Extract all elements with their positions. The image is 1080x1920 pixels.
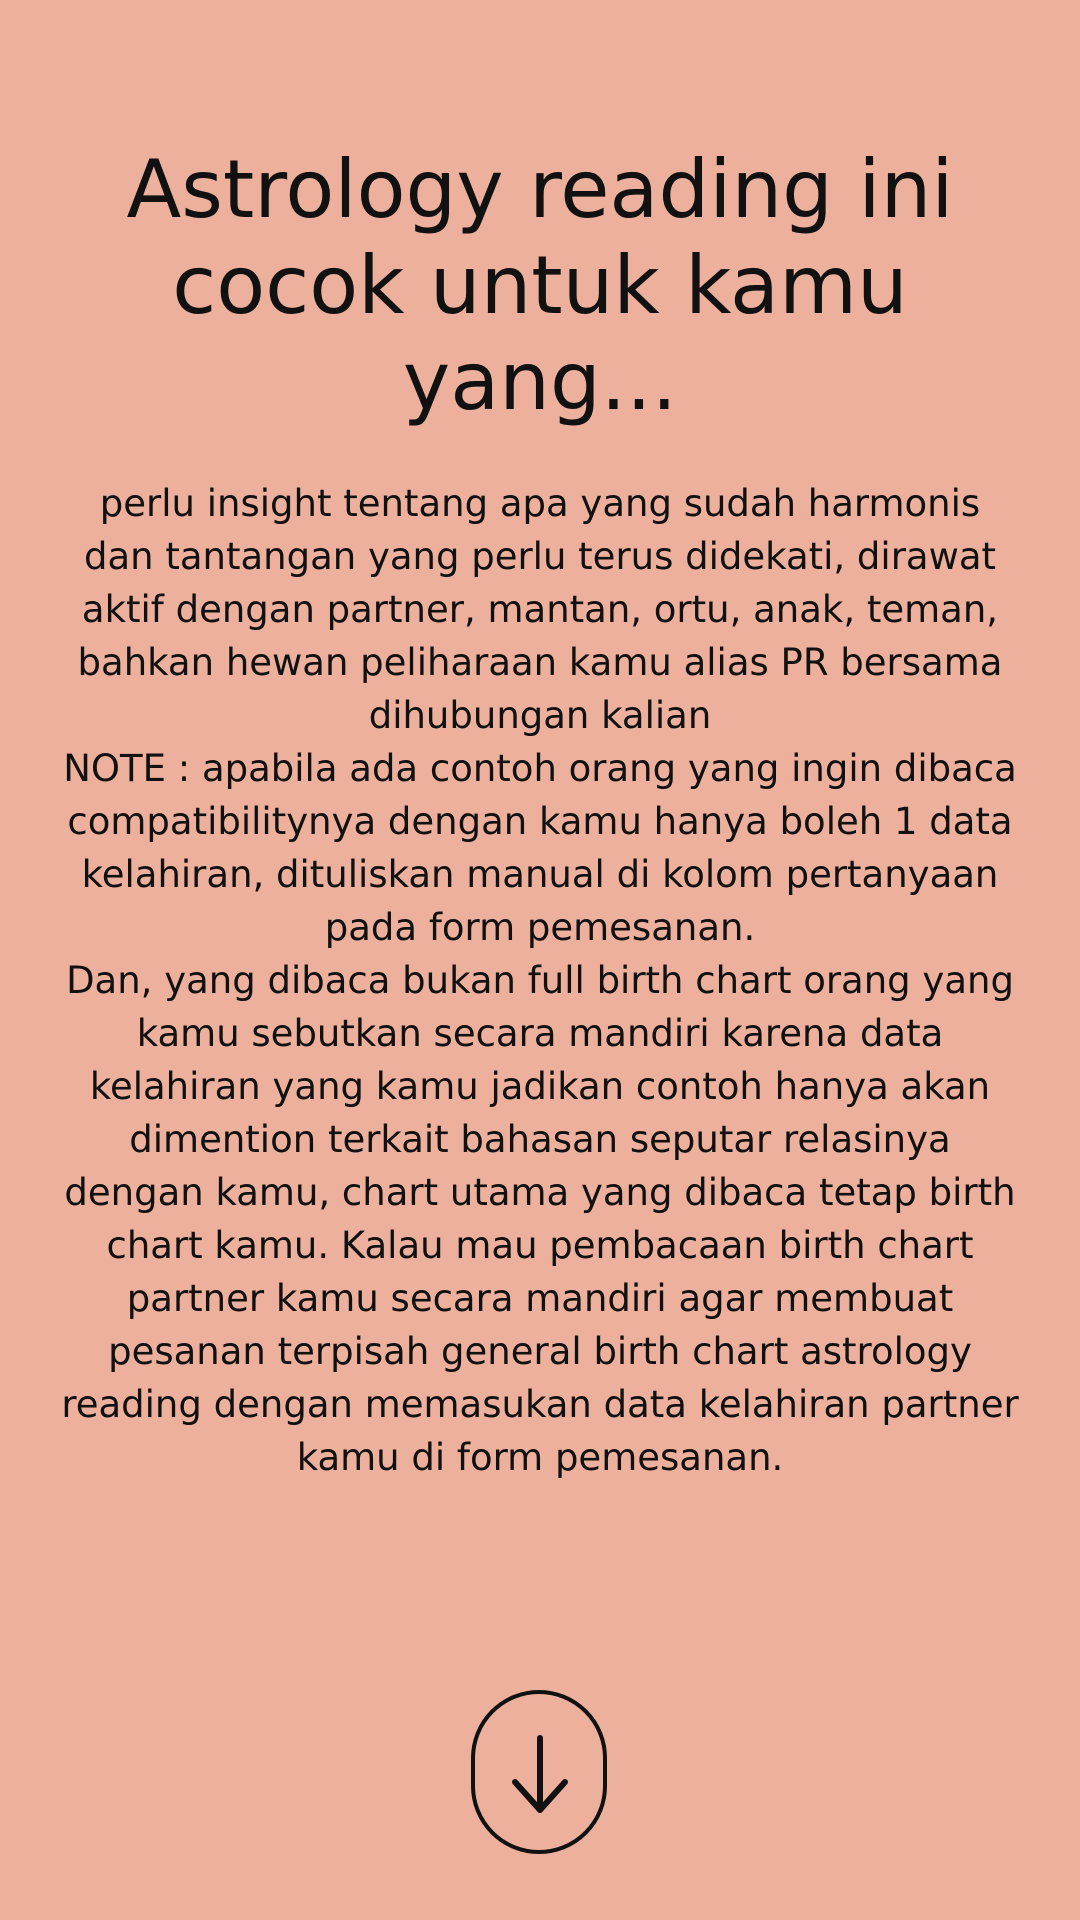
intro-paragraph: perlu insight tentang apa yang sudah harmonis dan tantangan yang perlu terus didekati, dirawat aktif dengan partner, mantan, ortu, anak, teman, bahkan hewan peliharaan kamu alias PR bersama dihubungan kalian	[77, 482, 1003, 737]
note-paragraph: NOTE : apabila ada contoh orang yang ingin dibaca compatibilitynya dengan kamu hanya boleh 1 data kelahiran, dituliskan manual di kolom pertanyaan pada form pemesanan.	[63, 747, 1017, 949]
details-paragraph: Dan, yang dibaca bukan full birth chart orang yang kamu sebutkan secara mandiri karena data kelahiran yang kamu jadikan contoh hanya akan dimention terkait bahasan seputar relasinya dengan kamu, chart utama yang dibaca tetap birth chart kamu. Kalau mau pembacaan birth chart partner kamu secara mandiri agar membuat pesanan terpisah general birth chart astrology reading dengan memasukan data kelahiran partner kamu di form pemesanan.	[61, 959, 1019, 1479]
arrow-down-icon	[505, 1730, 575, 1820]
description-text	[60, 477, 1020, 1484]
page-title: Astrology reading ini cocok untuk kamu yang...	[126, 143, 954, 428]
scroll-down-button[interactable]	[471, 1690, 607, 1854]
